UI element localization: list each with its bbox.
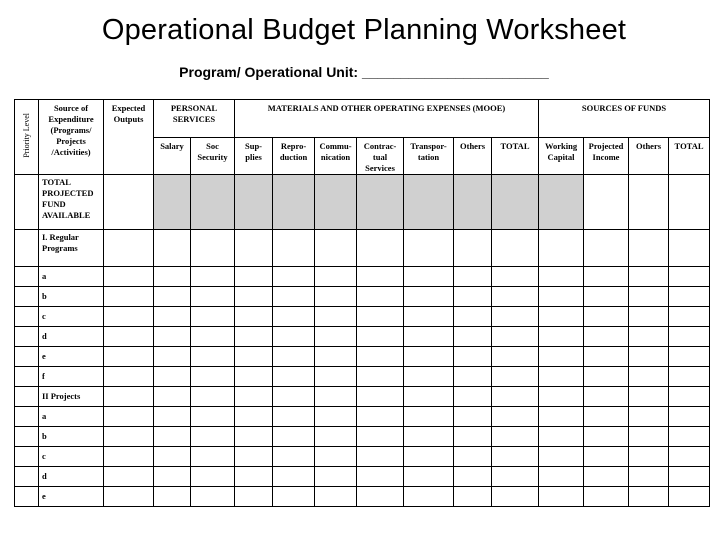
- input-cell[interactable]: [584, 407, 629, 427]
- input-cell[interactable]: [492, 267, 539, 287]
- input-cell[interactable]: [15, 407, 39, 427]
- input-cell[interactable]: [15, 267, 39, 287]
- row-label: f: [42, 371, 45, 381]
- input-cell[interactable]: [315, 447, 357, 467]
- input-cell[interactable]: [584, 467, 629, 487]
- input-cell[interactable]: [669, 407, 710, 427]
- input-cell[interactable]: [357, 230, 404, 267]
- input-cell[interactable]: [539, 267, 584, 287]
- input-cell[interactable]: [669, 230, 710, 267]
- input-cell[interactable]: [584, 230, 629, 267]
- expected-outputs-label: Expected Outputs: [111, 103, 146, 124]
- input-cell[interactable]: [584, 487, 629, 507]
- input-cell[interactable]: [629, 407, 669, 427]
- input-cell[interactable]: [315, 230, 357, 267]
- row-label-cell: [39, 327, 104, 347]
- row-label: c: [42, 311, 46, 321]
- input-cell[interactable]: [357, 447, 404, 467]
- input-cell[interactable]: [235, 387, 273, 407]
- col-header-salary: Salary: [154, 138, 191, 175]
- input-cell[interactable]: [669, 287, 710, 307]
- priority-level-header: [15, 100, 39, 175]
- row-label: e: [42, 351, 46, 361]
- source-expenditure-header: [39, 100, 104, 175]
- input-cell[interactable]: [315, 367, 357, 387]
- input-cell[interactable]: [539, 327, 584, 347]
- project-row: [15, 487, 710, 507]
- row-label: c: [42, 451, 46, 461]
- input-cell[interactable]: [454, 327, 492, 347]
- row-label-cell: [39, 447, 104, 467]
- input-cell[interactable]: [235, 427, 273, 447]
- section-projects-row: [15, 387, 710, 407]
- input-cell[interactable]: [492, 230, 539, 267]
- input-cell[interactable]: [404, 467, 454, 487]
- expected-outputs-header: [104, 100, 154, 175]
- sources-of-funds-header: [539, 100, 710, 138]
- input-cell[interactable]: [404, 327, 454, 347]
- input-cell[interactable]: [454, 427, 492, 447]
- sources-of-funds-label: SOURCES OF FUNDS: [581, 103, 667, 113]
- input-cell[interactable]: [539, 467, 584, 487]
- input-cell[interactable]: [235, 327, 273, 347]
- worksheet-title: Operational Budget Planning Worksheet: [101, 14, 627, 46]
- row-label-cell: [39, 427, 104, 447]
- col-header-sof-others: Others: [629, 138, 669, 175]
- input-cell[interactable]: [669, 367, 710, 387]
- input-cell[interactable]: [235, 175, 273, 230]
- row-label-cell: [39, 287, 104, 307]
- input-cell[interactable]: [454, 467, 492, 487]
- input-cell[interactable]: [154, 307, 191, 327]
- input-cell[interactable]: [191, 407, 235, 427]
- input-cell[interactable]: [191, 487, 235, 507]
- input-cell[interactable]: [669, 307, 710, 327]
- row-label: TOTAL PROJECTED FUND AVAILABLE: [42, 177, 94, 220]
- input-cell[interactable]: [584, 447, 629, 467]
- input-cell[interactable]: [15, 175, 39, 230]
- input-cell[interactable]: [404, 407, 454, 427]
- input-cell[interactable]: [357, 467, 404, 487]
- row-label: II Projects: [42, 391, 81, 401]
- input-cell[interactable]: [154, 287, 191, 307]
- input-cell[interactable]: [669, 467, 710, 487]
- input-cell[interactable]: [235, 407, 273, 427]
- input-cell[interactable]: [584, 267, 629, 287]
- input-cell[interactable]: [454, 447, 492, 467]
- input-cell[interactable]: [584, 307, 629, 327]
- input-cell[interactable]: [104, 387, 154, 407]
- input-cell[interactable]: [629, 287, 669, 307]
- input-cell[interactable]: [273, 407, 315, 427]
- input-cell[interactable]: [273, 287, 315, 307]
- input-cell[interactable]: [539, 230, 584, 267]
- input-cell[interactable]: [235, 347, 273, 367]
- input-cell[interactable]: [584, 367, 629, 387]
- input-cell[interactable]: [191, 175, 235, 230]
- input-cell[interactable]: [15, 230, 39, 267]
- input-cell[interactable]: [492, 487, 539, 507]
- row-label-cell: [39, 367, 104, 387]
- input-cell[interactable]: [669, 487, 710, 507]
- input-cell[interactable]: [669, 175, 710, 230]
- input-cell[interactable]: [454, 367, 492, 387]
- col-header-transportation: Transpor-tation: [404, 138, 454, 175]
- input-cell[interactable]: [315, 347, 357, 367]
- row-label: a: [42, 411, 47, 421]
- input-cell[interactable]: [273, 427, 315, 447]
- input-cell[interactable]: [154, 387, 191, 407]
- input-cell[interactable]: [584, 327, 629, 347]
- row-label-cell: [39, 307, 104, 327]
- input-cell[interactable]: [191, 427, 235, 447]
- input-cell[interactable]: [191, 230, 235, 267]
- input-cell[interactable]: [104, 407, 154, 427]
- input-cell[interactable]: [629, 307, 669, 327]
- col-header-soc-security: Soc Security: [191, 138, 235, 175]
- input-cell[interactable]: [104, 327, 154, 347]
- input-cell[interactable]: [104, 230, 154, 267]
- input-cell[interactable]: [273, 467, 315, 487]
- input-cell[interactable]: [357, 327, 404, 347]
- row-label: d: [42, 471, 47, 481]
- input-cell[interactable]: [15, 327, 39, 347]
- project-row: [15, 447, 710, 467]
- input-cell[interactable]: [15, 307, 39, 327]
- input-cell[interactable]: [539, 175, 584, 230]
- input-cell[interactable]: [454, 175, 492, 230]
- row-label-cell: [39, 347, 104, 367]
- input-cell[interactable]: [154, 327, 191, 347]
- input-cell[interactable]: [629, 267, 669, 287]
- input-cell[interactable]: [539, 367, 584, 387]
- input-cell[interactable]: [454, 267, 492, 287]
- input-cell[interactable]: [629, 367, 669, 387]
- input-cell[interactable]: [404, 427, 454, 447]
- input-cell[interactable]: [104, 467, 154, 487]
- input-cell[interactable]: [154, 427, 191, 447]
- input-cell[interactable]: [669, 447, 710, 467]
- row-label-cell: [39, 230, 104, 267]
- input-cell[interactable]: [273, 230, 315, 267]
- mooe-header: [235, 100, 539, 138]
- source-expenditure-label: Source of Expenditure (Programs/ Projects /Activities): [48, 103, 94, 157]
- input-cell[interactable]: [629, 467, 669, 487]
- input-cell[interactable]: [357, 387, 404, 407]
- input-cell[interactable]: [273, 367, 315, 387]
- mooe-label: MATERIALS AND OTHER OPERATING EXPENSES (MOOE): [267, 103, 506, 113]
- input-cell[interactable]: [584, 427, 629, 447]
- input-cell[interactable]: [273, 447, 315, 467]
- input-cell[interactable]: [273, 267, 315, 287]
- input-cell[interactable]: [235, 447, 273, 467]
- program-unit-subtitle: Program/ Operational Unit: ________________________: [179, 64, 549, 80]
- input-cell[interactable]: [154, 407, 191, 427]
- input-cell[interactable]: [492, 447, 539, 467]
- input-cell[interactable]: [629, 487, 669, 507]
- input-cell[interactable]: [154, 467, 191, 487]
- input-cell[interactable]: [154, 447, 191, 467]
- input-cell[interactable]: [404, 447, 454, 467]
- row-label-cell: [39, 387, 104, 407]
- input-cell[interactable]: [492, 427, 539, 447]
- priority-level-label: Priority Level: [22, 113, 31, 158]
- input-cell[interactable]: [191, 447, 235, 467]
- input-cell[interactable]: [15, 447, 39, 467]
- input-cell[interactable]: [492, 467, 539, 487]
- regular-program-row: [15, 267, 710, 287]
- input-cell[interactable]: [235, 230, 273, 267]
- input-cell[interactable]: [357, 267, 404, 287]
- input-cell[interactable]: [669, 427, 710, 447]
- input-cell[interactable]: [357, 287, 404, 307]
- col-header-mooe-others: Others: [454, 138, 492, 175]
- regular-program-row: [15, 307, 710, 327]
- input-cell[interactable]: [454, 307, 492, 327]
- input-cell[interactable]: [492, 175, 539, 230]
- input-cell[interactable]: [273, 175, 315, 230]
- input-cell[interactable]: [669, 347, 710, 367]
- input-cell[interactable]: [539, 347, 584, 367]
- input-cell[interactable]: [154, 267, 191, 287]
- input-cell[interactable]: [629, 230, 669, 267]
- input-cell[interactable]: [315, 327, 357, 347]
- personal-services-label: PERSONAL SERVICES: [170, 103, 218, 124]
- input-cell[interactable]: [15, 427, 39, 447]
- personal-services-header: [154, 100, 235, 138]
- input-cell[interactable]: [154, 367, 191, 387]
- input-cell[interactable]: [315, 175, 357, 230]
- input-cell[interactable]: [235, 307, 273, 327]
- input-cell[interactable]: [492, 287, 539, 307]
- col-header-supplies: Sup-plies: [235, 138, 273, 175]
- input-cell[interactable]: [104, 447, 154, 467]
- total-projected-fund-row: [15, 175, 710, 230]
- input-cell[interactable]: [669, 327, 710, 347]
- input-cell[interactable]: [404, 307, 454, 327]
- input-cell[interactable]: [454, 487, 492, 507]
- input-cell[interactable]: [315, 487, 357, 507]
- input-cell[interactable]: [235, 287, 273, 307]
- input-cell[interactable]: [104, 347, 154, 367]
- input-cell[interactable]: [154, 347, 191, 367]
- input-cell[interactable]: [104, 487, 154, 507]
- input-cell[interactable]: [357, 307, 404, 327]
- input-cell[interactable]: [357, 175, 404, 230]
- col-header-mooe-total: TOTAL: [492, 138, 539, 175]
- input-cell[interactable]: [492, 367, 539, 387]
- input-cell[interactable]: [273, 327, 315, 347]
- input-cell[interactable]: [15, 287, 39, 307]
- col-header-sof-total: TOTAL: [669, 138, 710, 175]
- input-cell[interactable]: [15, 347, 39, 367]
- input-cell[interactable]: [539, 307, 584, 327]
- section-regular-programs-row: [15, 230, 710, 267]
- project-row: [15, 467, 710, 487]
- input-cell[interactable]: [539, 387, 584, 407]
- regular-program-row: [15, 347, 710, 367]
- input-cell[interactable]: [539, 407, 584, 427]
- input-cell[interactable]: [404, 347, 454, 367]
- input-cell[interactable]: [584, 175, 629, 230]
- row-label: I. Regular Programs: [42, 232, 79, 253]
- input-cell[interactable]: [492, 307, 539, 327]
- input-cell[interactable]: [191, 267, 235, 287]
- input-cell[interactable]: [357, 347, 404, 367]
- input-cell[interactable]: [191, 327, 235, 347]
- input-cell[interactable]: [15, 487, 39, 507]
- input-cell[interactable]: [629, 387, 669, 407]
- input-cell[interactable]: [404, 230, 454, 267]
- input-cell[interactable]: [492, 347, 539, 367]
- input-cell[interactable]: [539, 287, 584, 307]
- row-label-cell: [39, 407, 104, 427]
- project-row: [15, 427, 710, 447]
- input-cell[interactable]: [235, 467, 273, 487]
- input-cell[interactable]: [584, 387, 629, 407]
- input-cell[interactable]: [454, 230, 492, 267]
- col-header-working-capital: Working Capital: [539, 138, 584, 175]
- input-cell[interactable]: [235, 487, 273, 507]
- col-header-reproduction: Repro-duction: [273, 138, 315, 175]
- input-cell[interactable]: [629, 347, 669, 367]
- input-cell[interactable]: [315, 307, 357, 327]
- input-cell[interactable]: [539, 427, 584, 447]
- input-cell[interactable]: [104, 307, 154, 327]
- input-cell[interactable]: [454, 287, 492, 307]
- input-cell[interactable]: [104, 367, 154, 387]
- input-cell[interactable]: [154, 175, 191, 230]
- input-cell[interactable]: [235, 267, 273, 287]
- input-cell[interactable]: [191, 387, 235, 407]
- regular-program-row: [15, 327, 710, 347]
- input-cell[interactable]: [492, 387, 539, 407]
- input-cell[interactable]: [235, 367, 273, 387]
- input-cell[interactable]: [15, 387, 39, 407]
- row-label: b: [42, 431, 47, 441]
- input-cell[interactable]: [357, 487, 404, 507]
- input-cell[interactable]: [191, 287, 235, 307]
- row-label-cell: [39, 467, 104, 487]
- input-cell[interactable]: [104, 267, 154, 287]
- row-label-cell: [39, 175, 104, 230]
- input-cell[interactable]: [404, 487, 454, 507]
- row-label-cell: [39, 267, 104, 287]
- input-cell[interactable]: [492, 407, 539, 427]
- row-label: a: [42, 271, 47, 281]
- input-cell[interactable]: [629, 327, 669, 347]
- input-cell[interactable]: [584, 287, 629, 307]
- input-cell[interactable]: [191, 467, 235, 487]
- input-cell[interactable]: [315, 467, 357, 487]
- input-cell[interactable]: [539, 487, 584, 507]
- row-label: b: [42, 291, 47, 301]
- input-cell[interactable]: [15, 467, 39, 487]
- col-header-communication: Commu-nication: [315, 138, 357, 175]
- project-row: [15, 407, 710, 427]
- input-cell[interactable]: [154, 230, 191, 267]
- input-cell[interactable]: [315, 287, 357, 307]
- input-cell[interactable]: [539, 447, 584, 467]
- input-cell[interactable]: [104, 175, 154, 230]
- col-header-projected-income: Projected Income: [584, 138, 629, 175]
- input-cell[interactable]: [404, 367, 454, 387]
- regular-program-row: [15, 287, 710, 307]
- input-cell[interactable]: [273, 307, 315, 327]
- input-cell[interactable]: [629, 175, 669, 230]
- input-cell[interactable]: [404, 287, 454, 307]
- input-cell[interactable]: [191, 347, 235, 367]
- input-cell[interactable]: [191, 307, 235, 327]
- input-cell[interactable]: [315, 407, 357, 427]
- input-cell[interactable]: [315, 267, 357, 287]
- col-header-contractual-services: Contrac-tual Services: [357, 138, 404, 175]
- input-cell[interactable]: [454, 407, 492, 427]
- input-cell[interactable]: [191, 367, 235, 387]
- input-cell[interactable]: [584, 347, 629, 367]
- row-label: d: [42, 331, 47, 341]
- input-cell[interactable]: [15, 367, 39, 387]
- input-cell[interactable]: [492, 327, 539, 347]
- input-cell[interactable]: [273, 487, 315, 507]
- input-cell[interactable]: [315, 427, 357, 447]
- regular-program-row: [15, 367, 710, 387]
- input-cell[interactable]: [454, 387, 492, 407]
- input-cell[interactable]: [104, 287, 154, 307]
- input-cell[interactable]: [357, 407, 404, 427]
- input-cell[interactable]: [454, 347, 492, 367]
- input-cell[interactable]: [315, 387, 357, 407]
- input-cell[interactable]: [273, 387, 315, 407]
- input-cell[interactable]: [154, 487, 191, 507]
- input-cell[interactable]: [404, 387, 454, 407]
- input-cell[interactable]: [629, 427, 669, 447]
- input-cell[interactable]: [357, 427, 404, 447]
- row-label-cell: [39, 487, 104, 507]
- input-cell[interactable]: [273, 347, 315, 367]
- budget-table: [14, 99, 710, 507]
- input-cell[interactable]: [669, 267, 710, 287]
- input-cell[interactable]: [669, 387, 710, 407]
- input-cell[interactable]: [357, 367, 404, 387]
- input-cell[interactable]: [629, 447, 669, 467]
- input-cell[interactable]: [404, 175, 454, 230]
- input-cell[interactable]: [104, 427, 154, 447]
- row-label: e: [42, 491, 46, 501]
- input-cell[interactable]: [404, 267, 454, 287]
